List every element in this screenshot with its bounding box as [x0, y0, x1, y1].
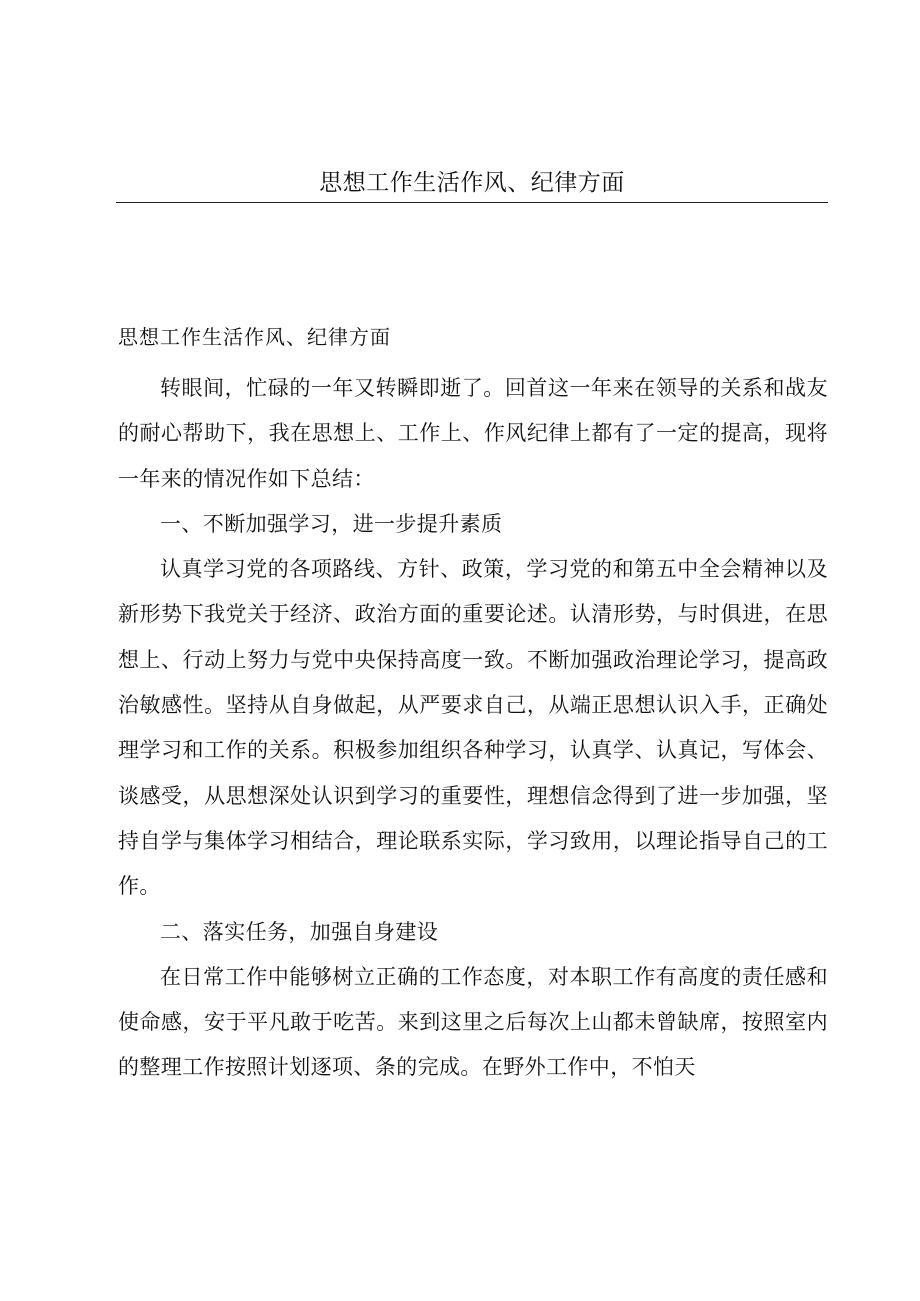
paragraph-intro: 转眼间，忙碌的一年又转瞬即逝了。回首这一年来在领导的关系和战友的耐心帮助下，我在思想上、工作上、作风纪律上都有了一定的提高，现将一年来的情况作如下总结：	[118, 376, 828, 491]
paragraph-tasks: 在日常工作中能够树立正确的工作态度，对本职工作有高度的责任感和使命感，安于平凡敢于吃苦。来到这里之后每次上山都未曾缺席，按照室内的整理工作按照计划逐项、条的完成。在野外工作中，不怕天	[118, 964, 828, 1080]
section-heading-1: 一、不断加强学习，进一步提升素质	[160, 511, 503, 536]
header-divider	[116, 202, 828, 203]
document-body	[118, 366, 828, 1091]
document-title: 思想工作生活作风、纪律方面	[118, 325, 391, 349]
paragraph-study: 认真学习党的各项路线、方针、政策，学习党的和第五中全会精神以及新形势下我党关于经济、政治方面的重要论述。认清形势，与时俱进，在思想上、行动上努力与党中央保持高度一致。不断加强政治理论学习，提高政治敏感性。坚持从自身做起，从严要求自己，从端正思想认识入手，正确处理学习和工作的关系。积极参加组织各种学习，认真学、认真记，写体会、谈感受，从思想深处认识到学习的重要性，理想信念得到了进一步加强，坚持自学与集体学习相结合，理论联系实际，学习致用，以理论指导自己的工作。	[118, 557, 828, 899]
section-heading-2: 二、落实任务，加强自身建设	[160, 919, 439, 944]
page-header-title: 思想工作生活作风、纪律方面	[319, 170, 625, 196]
